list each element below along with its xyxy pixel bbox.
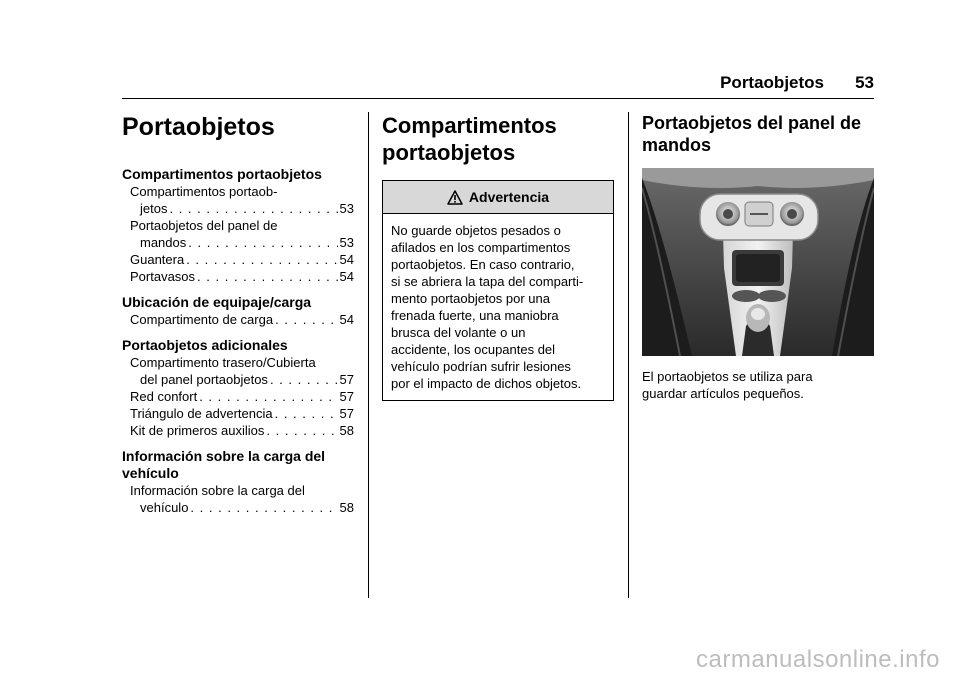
toc-entry-label: mandos (140, 235, 187, 250)
toc-section (122, 448, 354, 516)
section-title: portaobjetos (382, 140, 516, 165)
column-divider-2 (628, 112, 629, 598)
toc-entry-label: Triángulo de advertencia (130, 406, 273, 421)
watermark-text: carmanualsonline.info (696, 646, 940, 673)
caption-line: guardar artículos pequeños. (642, 386, 804, 401)
toc-entry-label: del panel portaobjetos (140, 372, 268, 387)
page-header (122, 68, 874, 99)
toc-page-ref: 53 (339, 235, 354, 250)
chapter-title: Portaobjetos (122, 113, 275, 141)
warning-line: No guarde objetos pesados o (391, 223, 561, 238)
warning-text (383, 214, 613, 400)
toc-section (122, 337, 354, 439)
toc-entry[interactable] (122, 268, 354, 285)
warning-line: frenada fuerte, una maniobra (391, 308, 559, 323)
warning-header (383, 181, 613, 214)
toc-entry[interactable] (122, 311, 354, 328)
running-title: Portaobjetos (720, 73, 824, 92)
toc-entry[interactable] (122, 405, 354, 422)
section-title: mandos (642, 135, 712, 155)
column-divider-1 (368, 112, 369, 598)
toc-page-ref: 53 (339, 201, 354, 216)
toc-section (122, 166, 354, 285)
warning-line: portaobjetos. En caso contrario, (391, 257, 575, 272)
toc-page-ref: 54 (339, 252, 354, 267)
toc-entry-label: Compartimento de carga (130, 312, 274, 327)
toc-page-ref: 54 (339, 269, 354, 284)
section-title: Portaobjetos del panel de (642, 113, 862, 133)
toc-entry-label: jetos (140, 201, 168, 216)
toc-heading: Información sobre la carga del (122, 448, 326, 464)
warning-line: si se abriera la tapa del comparti- (391, 274, 584, 289)
warning-line: accidente, los ocupantes del (391, 342, 556, 357)
toc-entry-label: vehículo (140, 500, 189, 515)
warning-line: por el impacto de dichos objetos. (391, 376, 582, 391)
toc-entry-text[interactable]: Información sobre la carga del (130, 483, 305, 498)
toc-entry[interactable] (122, 388, 354, 405)
toc-page-ref: 58 (339, 500, 354, 515)
dashboard-storage-column (642, 112, 874, 402)
storage-column (382, 112, 614, 401)
page-number: 53 (855, 73, 874, 92)
section-title: Compartimentos (382, 113, 557, 138)
toc-entry[interactable] (122, 422, 354, 439)
photo-caption (642, 368, 874, 402)
toc-entry-text[interactable]: Portaobjetos del panel de (130, 218, 278, 233)
toc-heading: vehículo (122, 465, 179, 481)
toc-page-ref: 57 (339, 406, 354, 421)
toc-page-ref: 58 (339, 423, 354, 438)
toc-page-ref: 57 (339, 389, 354, 404)
warning-line: brusca del volante o un (391, 325, 526, 340)
toc-entry[interactable] (122, 200, 354, 217)
toc-entry[interactable] (122, 251, 354, 268)
toc-heading: Ubicación de equipaje/carga (122, 294, 312, 310)
toc-heading: Portaobjetos adicionales (122, 337, 288, 353)
warning-label: Advertencia (468, 189, 550, 205)
caption-line: El portaobjetos se utiliza para (642, 369, 813, 384)
toc-entry[interactable] (122, 499, 354, 516)
toc-entry-label: Red confort (130, 389, 198, 404)
warning-line: afilados en los compartimentos (391, 240, 571, 255)
toc-entry[interactable] (122, 371, 354, 388)
toc-entry-text[interactable]: Compartimento trasero/Cubierta (130, 355, 316, 370)
toc-entry-label: Portavasos (130, 269, 196, 284)
toc-section (122, 294, 354, 328)
toc-entry-label: Kit de primeros auxilios (130, 423, 265, 438)
toc-column (122, 112, 354, 516)
toc-heading: Compartimentos portaobjetos (122, 166, 322, 182)
center-console-photo (642, 168, 874, 356)
toc-page-ref: 57 (339, 372, 354, 387)
warning-line: mento portaobjetos por una (391, 291, 550, 306)
warning-line: vehículo podrían sufrir lesiones (391, 359, 571, 374)
toc-page-ref: 54 (339, 312, 354, 327)
warning-box (382, 180, 614, 401)
toc-entry[interactable] (122, 234, 354, 251)
warning-icon (447, 190, 463, 205)
toc-entry-label: Guantera (130, 252, 185, 267)
toc-entry-text[interactable]: Compartimentos portaob- (130, 184, 278, 199)
